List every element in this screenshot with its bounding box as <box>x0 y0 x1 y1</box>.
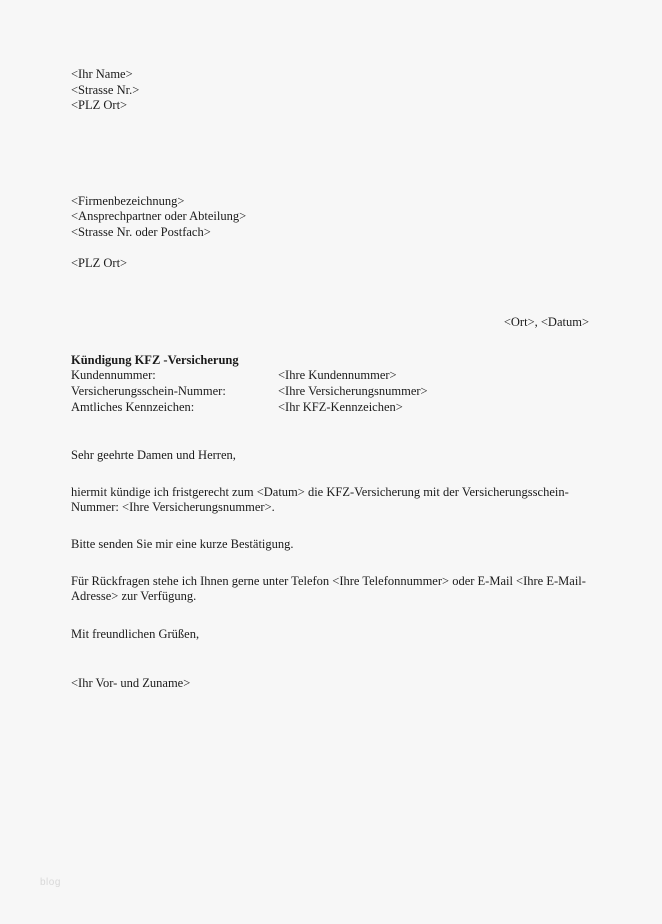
recipient-line-street: <Strasse Nr. oder Postfach> <box>71 224 211 239</box>
recipient-line-company: <Firmenbezeichnung> <box>71 193 185 208</box>
place-and-date: <Ort>, <Datum> <box>503 315 589 330</box>
recipient-line-contact: <Ansprechpartner oder Abteilung> <box>71 209 247 224</box>
recipient-spacer <box>71 241 601 256</box>
reference-row <box>71 384 601 400</box>
body-paragraph-3: Für Rückfragen stehe ich Ihnen gerne unter Telefon <Ihre Telefonnummer> oder E-Mail <Ihre E-Mail-Adresse> zur Verfügung. <box>71 573 586 604</box>
sender-address-block <box>71 67 601 114</box>
reference-row <box>71 368 601 384</box>
subject-line: Kündigung KFZ -Versicherung <box>71 352 239 367</box>
letter-sheet <box>18 12 644 900</box>
recipient-address-block <box>71 194 601 271</box>
reference-value: <Ihr KFZ-Kennzeichen> <box>278 399 403 414</box>
body-paragraph-1: hiermit kündige ich fristgerecht zum <Datum> die KFZ-Versicherung mit der Versicherungsschein-Nummer: <Ihre Versicherungsnummer>. <box>71 484 569 515</box>
reference-value: <Ihre Versicherungsnummer> <box>278 383 428 398</box>
reference-table <box>71 368 601 415</box>
signature-line: <Ihr Vor- und Zuname> <box>71 676 191 691</box>
recipient-line-city: <PLZ Ort> <box>71 255 128 270</box>
sender-line-name: <Ihr Name> <box>71 67 133 81</box>
sender-line-city: <PLZ Ort> <box>71 98 128 113</box>
closing-line: Mit freundlichen Grüßen, <box>71 626 200 641</box>
reference-label: Versicherungsschein-Nummer: <box>71 383 226 398</box>
reference-label: Amtliches Kennzeichen: <box>71 399 195 414</box>
body-paragraph-2: Bitte senden Sie mir eine kurze Bestätigung. <box>71 536 294 551</box>
reference-row <box>71 400 601 416</box>
sender-line-street: <Strasse Nr.> <box>71 82 140 97</box>
salutation: Sehr geehrte Damen und Herren, <box>71 448 236 463</box>
reference-value: <Ihre Kundennummer> <box>278 368 397 383</box>
letter-body <box>71 67 601 692</box>
reference-label: Kundennummer: <box>71 368 156 383</box>
watermark-text: blog <box>40 877 61 888</box>
